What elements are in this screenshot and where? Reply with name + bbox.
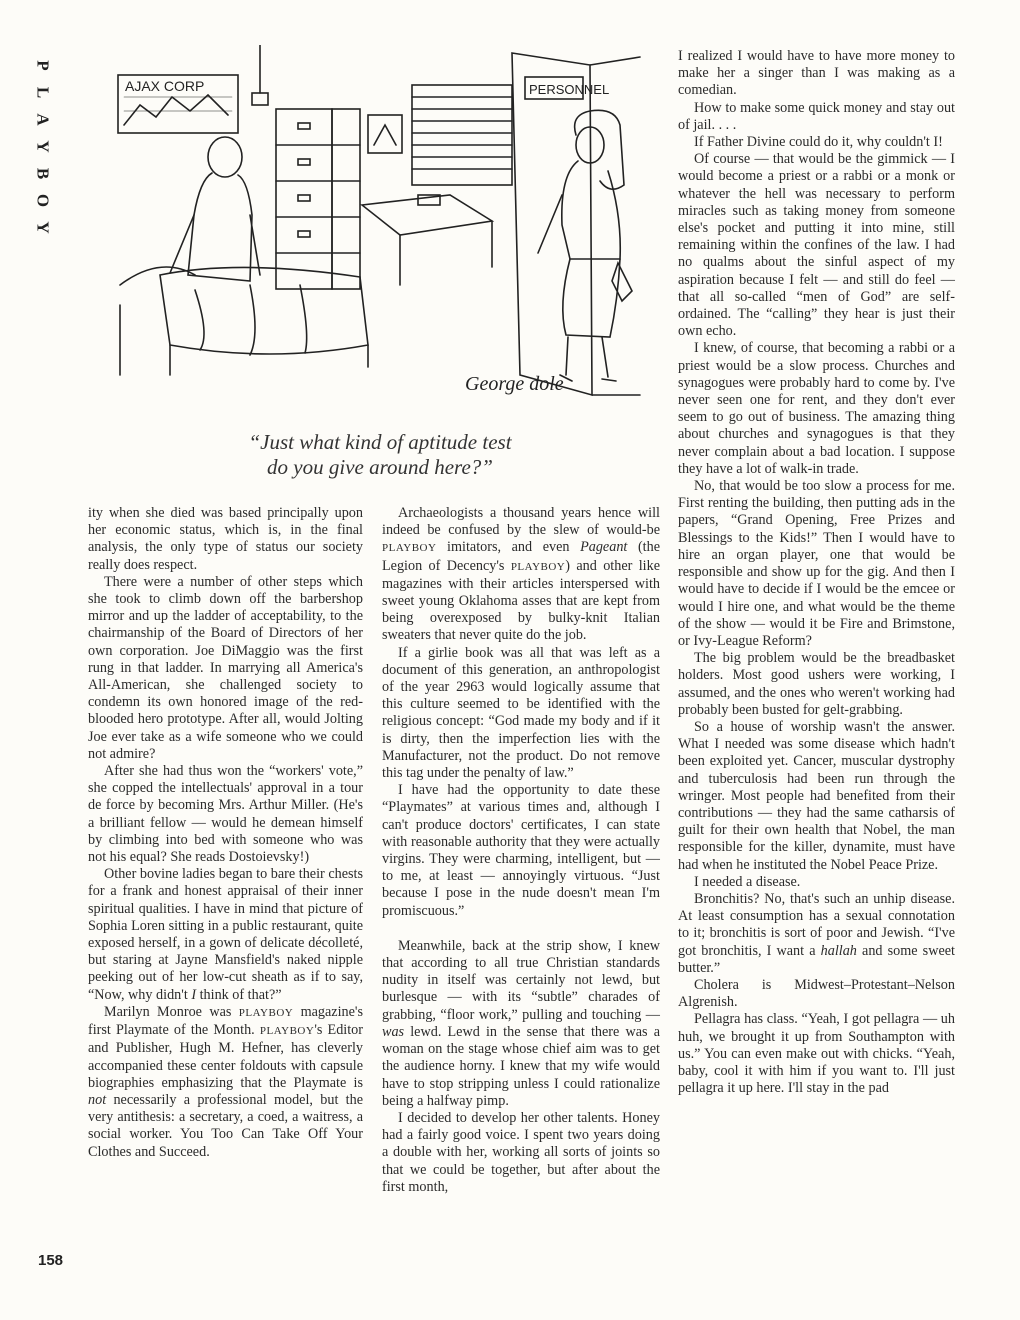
cartoon-illustration — [100, 45, 660, 415]
title-letter: Y — [33, 221, 53, 234]
office-door — [512, 53, 592, 395]
paragraph: Pellagra has class. “Yeah, I got pellagra — uh huh, we brought it up from Southampton with us.” You can even make out with chicks. “Yeah, baby, cool it with him if you want to. I'll just pellagra it up here. I'll stay in the pad — [678, 1011, 955, 1097]
bed — [160, 267, 368, 354]
article-column-1 — [88, 505, 363, 1161]
paragraph: ity when she died was based principally upon her economic status, which is, in the final analysis, the only type of status our society really does respect. — [88, 505, 363, 573]
paragraph: Other bovine ladies began to bare their chests for a frank and honest appraisal of their inner spiritual qualities. I have in mind that picture of Sophia Loren sitting in a public restaurant, quite exposed herself, in a gown of delicate décolleté, but staring at Jayne Mansfield's naked nipple peeking out of her low-cut sheath as if to say, “Now, why didn't I think of that?” — [88, 866, 363, 1003]
paragraph: I have had the opportunity to date these “Playmates” at various times and, although I can't produce doctors' certificates, I can state with reasonable authority that they were actually virgins. They were charming, intelligent, but — to me, at least — annoyingly virtuous. “Just because I pose in the nude doesn't mean I'm promiscuous.” — [382, 782, 660, 919]
paragraph: If Father Divine could do it, why couldn't I! — [694, 134, 943, 151]
title-letter: A — [33, 113, 53, 126]
article-column-2 — [382, 505, 660, 1196]
paragraph: Cholera is Midwest–Protestant–Nelson Algrenish. — [678, 976, 955, 1011]
magazine-title-vertical — [30, 52, 56, 241]
title-letter: P — [33, 60, 53, 71]
paragraph: Meanwhile, back at the strip show, I knew that according to all true Christian standards nudity in itself was certainly not lewd, but burlesque — with its “subtle” charades of grabbing, “floor work,” pulling and touching — was lewd. Lewd in the sense that there was a woman on the stage whose chief aim was to get the audience horny. I knew that my wife would have to stop stripping unless I could rationalize being a halfway pimp. — [382, 937, 660, 1109]
paragraph: There were a number of other steps which she took to climb down off the barbershop mirror and up the ladder of acceptability, to the chairmanship of the Board of Directors of her own corporation. Joe DiMaggio was the first rung in that ladder. In marrying all America's All-American, she challenged society to condemn its own honored image of the red-blooded hero prototype. After all, would Jolting Joe ever take as a wife someone who we could not admire? — [88, 573, 363, 762]
window-blinds — [412, 85, 512, 185]
article-column-3 — [678, 48, 955, 1097]
paragraph: Bronchitis? No, that's such an unhip disease. At least consumption has a sexual connotation to it; bronchitis is sort of poor and Jewish. “I've got bronchitis, I want a hallah and some sweet butter.” — [678, 890, 955, 976]
paragraph: After she had thus won the “workers' vote,” she copped the intellectuals' approval in a tour de force by becoming Mrs. Arthur Miller. (He's a brilliant fellow — would he demean himself by climbing into bed with someone who was not his equal? She reads Dostoievsky!) — [88, 763, 363, 866]
paragraph: I decided to develop her other talents. Honey had a fairly good voice. I spent two years doing a double with her, working all sorts of joints so that we could be together, but after about the first month, — [382, 1109, 660, 1195]
caption-line: “Just what kind of aptitude test — [248, 430, 512, 454]
paragraph: If a girlie book was all that was left as a document of this generation, an anthropologist of the year 2963 would logically assume that this culture seemed to be identified with the religious concept: “God made my body and if it is dirty, then the imperfection lies with the Manufacturer, not the product. Do not remove this tag under the penalty of law.” — [382, 644, 660, 782]
title-letter: L — [33, 86, 53, 99]
cartoon-caption — [120, 430, 640, 480]
paragraph: I needed a disease. — [694, 873, 801, 890]
title-letter: Y — [33, 140, 53, 153]
artist-signature: George dole — [465, 373, 564, 395]
caption-line: do you give around here?” — [267, 455, 493, 479]
paragraph: I realized I would have to have more money to make her a singer than I was making as a comedian. — [678, 48, 955, 99]
paragraph: No, that would be too slow a process for me. First renting the building, then putting ads in the papers, “Grand Opening, Free Prizes and Blessings to the Kids!” Then I would have to hire an organ player, one that would be responsible and show up for the gig. And then I would have to decide if I would be the emcee or would I hire one, and what would be the theme of the show — would it be Fire and Brimstone, or Ivy-League Reform? — [678, 478, 955, 649]
paragraph: Of course — that would be the gimmick — I would become a priest or a rabbi or a monk or whatever the hell was necessary to perform miracles such as taking money from someone else's pocket and putting it into mine, still remaining within the confines of the law. I had no qualms about the sinful aspect of my aspiration because I felt — and still do feel — that all so-called “men of God” are self-ordained. The “calling” they hear is just their own echo. — [678, 151, 955, 340]
page-number: 158 — [38, 1252, 64, 1269]
paragraph: So a house of worship wasn't the answer. What I needed was some disease which hadn't been exploited yet. Cancer, muscular dystrophy and tuberculosis had been run through the wringer. Most people had benefited from their contributions — they had the same catharsis of guilt for their own health that Nobel, the man responsible for the killer, dynamite, must have had when he instituted the Nobel Peace Prize. — [678, 718, 955, 873]
paragraph: How to make some quick money and stay out of jail. . . . — [678, 99, 955, 133]
paragraph: Archaeologists a thousand years hence will indeed be confused by the slew of would-be PLAYBOY imitators, and even Pageant (the Legion of Decency's PLAYBOY) and other like magazines with their articles interspersed with sweet young Oklahoma asses that are kept from being overexposed by bulky-knit Italian sweaters that never quite do the job. — [382, 505, 661, 644]
filing-cabinet — [276, 109, 332, 289]
paragraph: The big problem would be the breadbasket holders. Most good ushers were working, I assumed, and the ones who weren't working had probably been busted for gelt-grabbing. — [678, 650, 955, 718]
paragraph: Marilyn Monroe was PLAYBOY magazine's first Playmate of the Month. PLAYBOY's Editor and Publisher, Hugh M. Hefner, has cleverly accompanied these center foldouts with capsule biographies emphasizing that the Playmate is not necessarily a professional model, but the very antithesis: a secretary, a coed, a waitress, a social worker. You Too Can Take Off Your Clothes and Succeed. — [88, 1003, 364, 1160]
door-sign: PERSONNEL — [529, 82, 610, 97]
title-letter: O — [33, 193, 53, 208]
paragraph: I knew, of course, that becoming a rabbi or a priest would be a slow process. Churches and synagogues were probably hard to come by. I've never seen one for rent, and they don't ever seem to go out of business. The amazing thing about churches and synagogues is that they never complain about a bad location. I suppose they have a lot of walk-in trade. — [678, 340, 955, 477]
title-letter: B — [33, 167, 53, 180]
wall-chart-sign: AJAX CORP — [125, 78, 205, 94]
